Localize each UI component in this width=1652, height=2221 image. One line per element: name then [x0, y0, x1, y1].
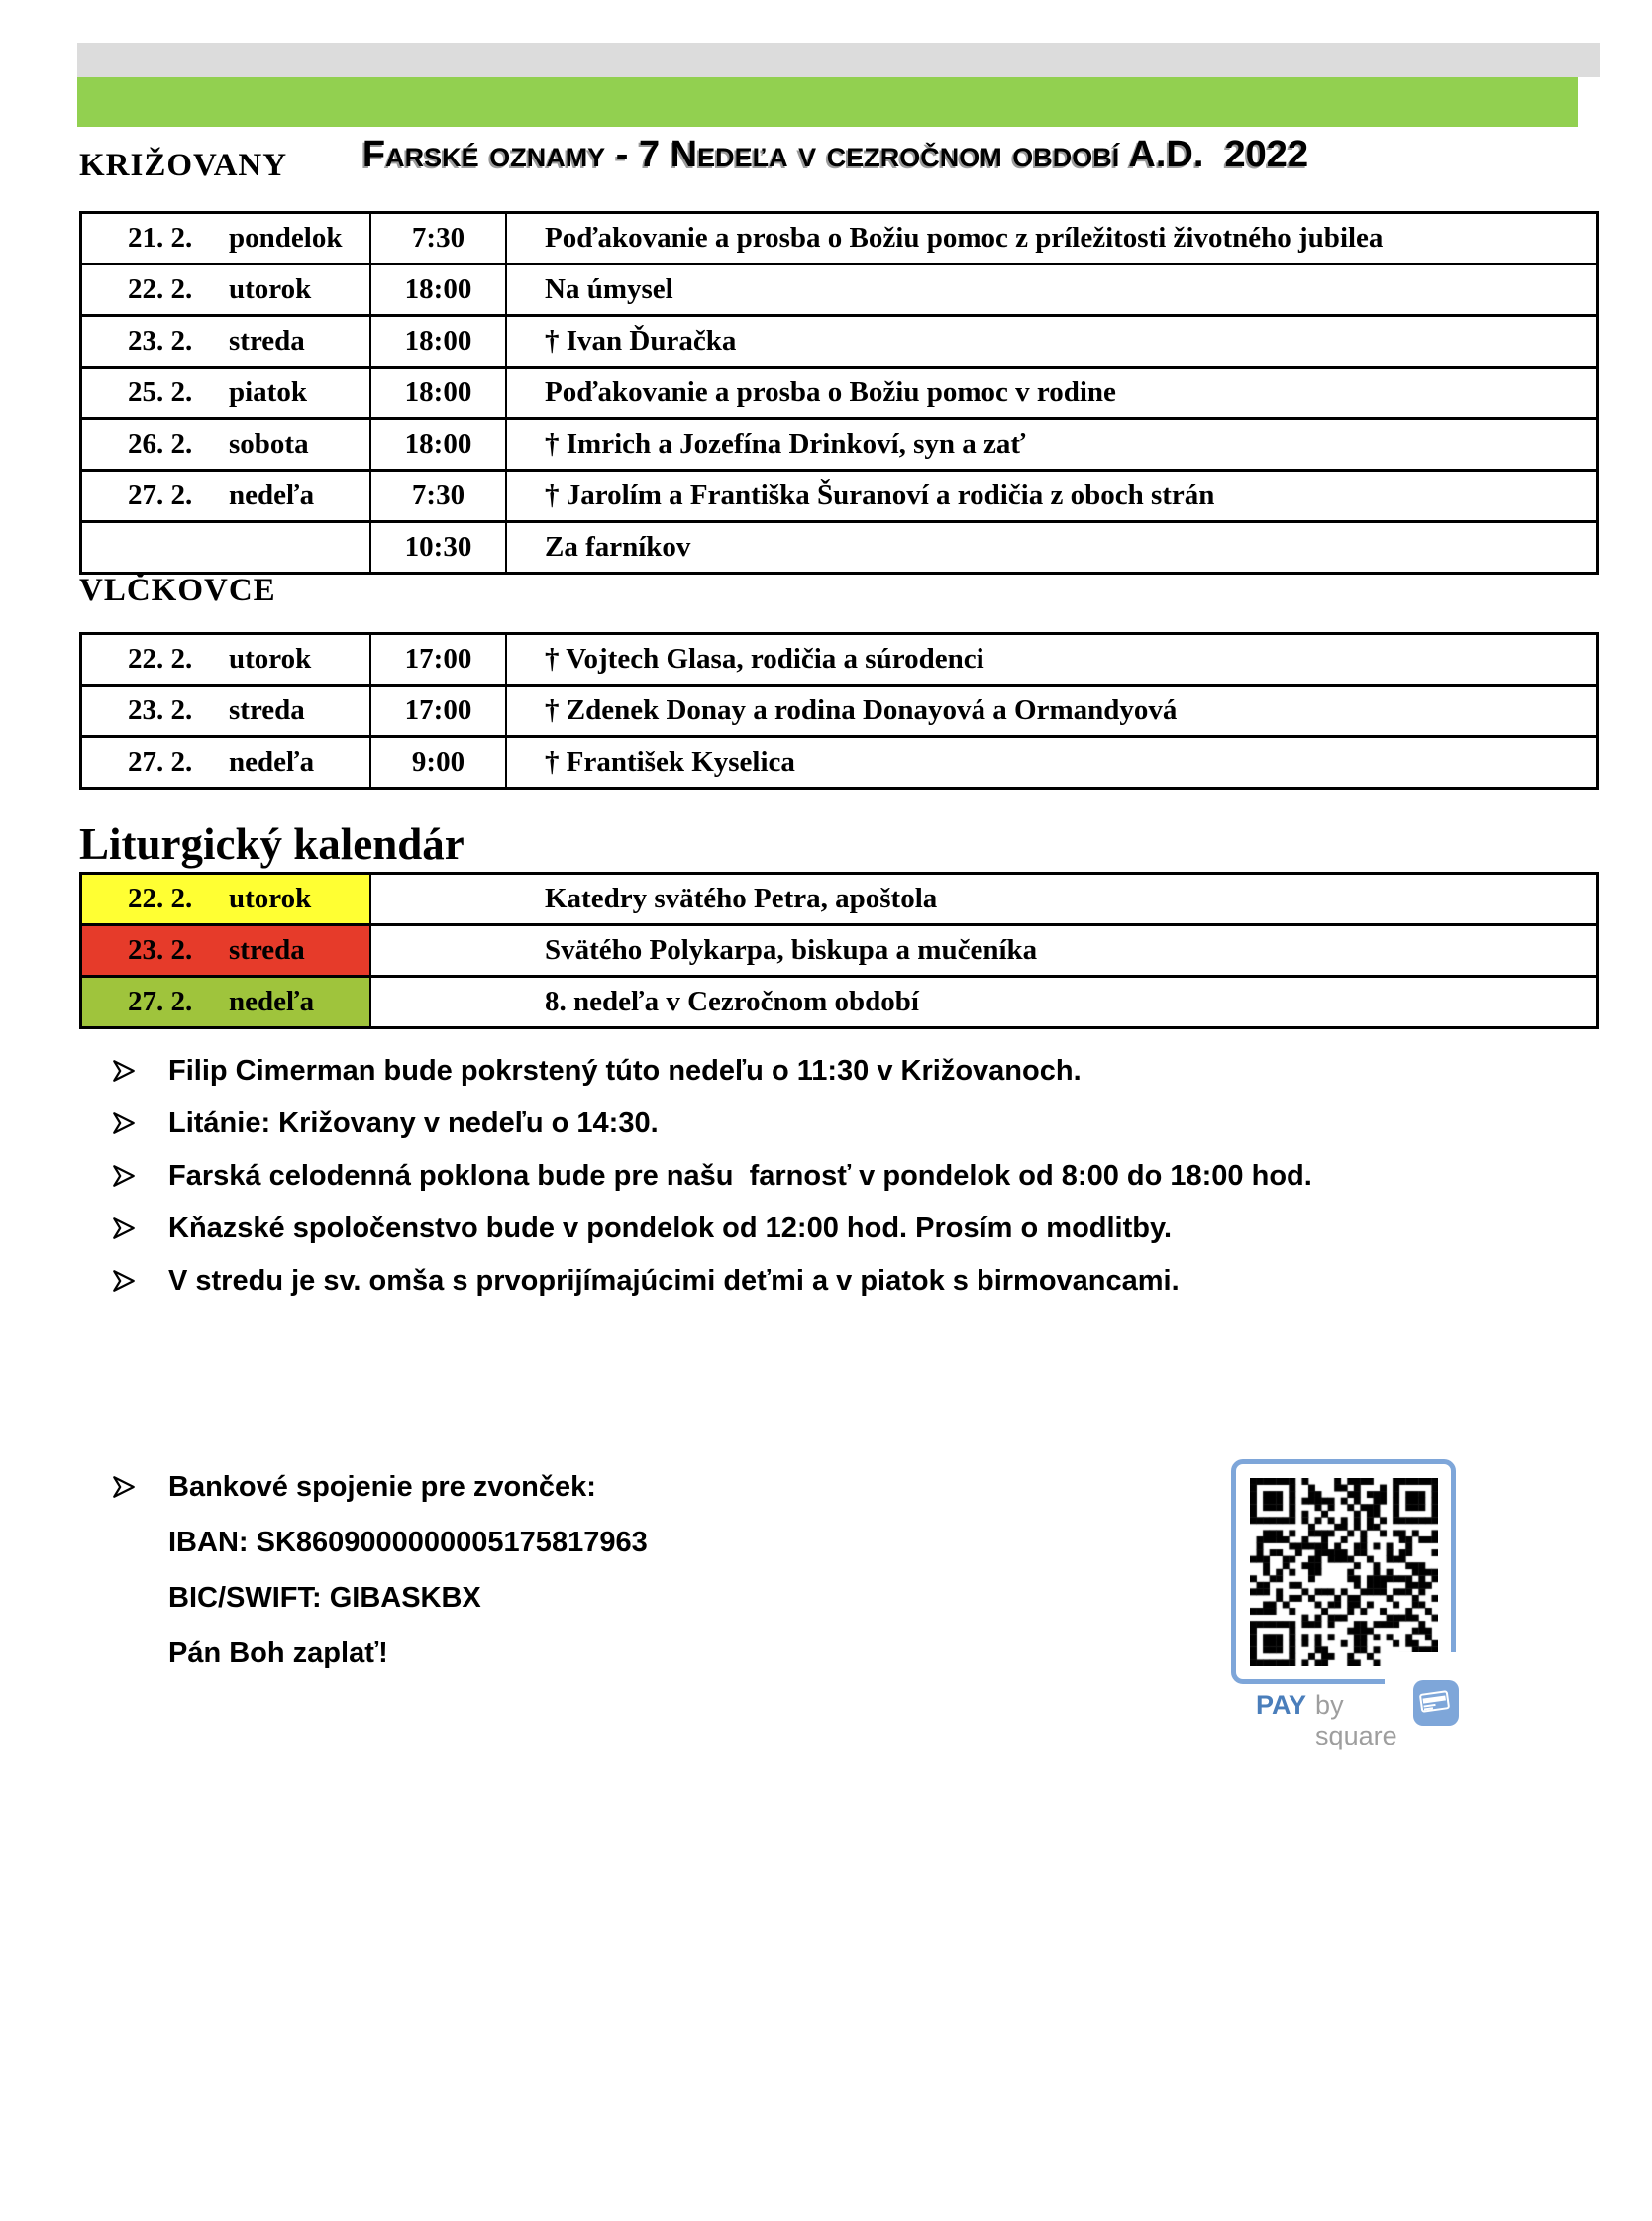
row-day: piatok	[229, 376, 307, 408]
row-day: streda	[229, 325, 305, 357]
row-time: 17:00	[369, 687, 505, 735]
announcements-list	[111, 1056, 1577, 1319]
table-row	[82, 366, 1596, 417]
table-row	[82, 923, 1596, 975]
announcement-text: V stredu je sv. omša s prvoprijímajúcimi deťmi a v piatok s birmovancami.	[168, 1265, 1180, 1297]
section-heading-vlckovce: VLČKOVCE	[79, 573, 276, 608]
table-row	[82, 520, 1596, 572]
row-intention: † Vojtech Glasa, rodičia a súrodenci	[505, 635, 1596, 684]
pay-by-square-label	[1256, 1690, 1414, 1751]
row-time: 18:00	[369, 420, 505, 469]
bic-line: BIC/SWIFT: GIBASKBX	[168, 1582, 481, 1614]
table-row	[82, 975, 1596, 1026]
feast-name: Katedry svätého Petra, apoštola	[369, 875, 1596, 923]
row-time: 18:00	[369, 265, 505, 314]
table-row	[82, 417, 1596, 469]
pay-by-square-badge-icon	[1413, 1680, 1459, 1726]
row-date: 27. 2.	[128, 479, 193, 511]
qr-code	[1250, 1478, 1438, 1666]
row-date: 27. 2.	[128, 746, 193, 778]
arrow-bullet-icon	[111, 1216, 137, 1241]
row-time: 7:30	[369, 472, 505, 520]
table-row	[82, 684, 1596, 735]
row-intention: † Imrich a Jozefína Drinkoví, syn a zať	[505, 420, 1596, 469]
table-row	[82, 635, 1596, 684]
iban-line: IBAN: SK8609000000005175817963	[168, 1527, 648, 1558]
feast-date-cell	[82, 875, 369, 923]
row-intention: Poďakovanie a prosba o Božiu pomoc v rodine	[505, 369, 1596, 417]
table-row	[82, 875, 1596, 923]
list-item	[111, 1161, 1577, 1192]
row-day: streda	[229, 694, 305, 726]
row-time: 9:00	[369, 738, 505, 787]
pay-text: PAY	[1256, 1690, 1307, 1720]
announcement-text: Filip Cimerman bude pokrstený túto nedeľu o 11:30 v Križovanoch.	[168, 1055, 1082, 1087]
table-row	[82, 735, 1596, 787]
table-row	[82, 469, 1596, 520]
arrow-bullet-icon	[111, 1058, 137, 1084]
row-intention: † Jarolím a Františka Šuranoví a rodičia z oboch strán	[505, 472, 1596, 520]
row-intention: † Ivan Ďuračka	[505, 317, 1596, 366]
thanks-line: Pán Boh zaplať!	[168, 1638, 388, 1669]
row-day: streda	[229, 934, 305, 966]
table-row	[82, 263, 1596, 314]
bank-intro-line	[111, 1472, 648, 1503]
feast-date-cell	[82, 978, 369, 1026]
row-intention: Za farníkov	[505, 523, 1596, 572]
row-date: 22. 2.	[128, 643, 193, 675]
row-intention: † Zdenek Donay a rodina Donayová a Ormandyová	[505, 687, 1596, 735]
row-day: utorok	[229, 643, 312, 675]
feast-name: 8. nedeľa v Cezročnom období	[369, 978, 1596, 1026]
row-time: 10:30	[369, 523, 505, 572]
bank-info-block	[111, 1472, 648, 1669]
row-date: 26. 2.	[128, 428, 193, 460]
bulletin-subtitle: Farské oznamy - 7 Nedeľa v cezročnom období A.D. 2022	[361, 134, 1309, 175]
section-heading-liturgical-calendar: Liturgický kalendár	[79, 819, 465, 869]
list-item	[111, 1266, 1577, 1297]
row-day: utorok	[229, 273, 312, 305]
list-item	[111, 1109, 1577, 1139]
mass-table-vlckovce	[79, 632, 1599, 790]
credit-card-icon	[1419, 1690, 1450, 1713]
announcement-text: Kňazské spoločenstvo bude v pondelok od 12:00 hod. Prosím o modlitby.	[168, 1213, 1173, 1244]
header-title-bar	[77, 43, 1600, 77]
row-day: nedeľa	[229, 986, 315, 1017]
row-time: 7:30	[369, 214, 505, 263]
row-time: 18:00	[369, 369, 505, 417]
row-date: 22. 2.	[128, 273, 193, 305]
announcement-text: Farská celodenná poklona bude pre našu farnosť v pondelok od 8:00 do 18:00 hod.	[168, 1160, 1312, 1192]
arrow-bullet-icon	[111, 1474, 137, 1500]
row-date: 23. 2.	[128, 325, 193, 357]
row-day: nedeľa	[229, 479, 315, 511]
feast-date-cell	[82, 926, 369, 975]
by-square-text: by square	[1315, 1690, 1397, 1750]
row-date: 25. 2.	[128, 376, 193, 408]
row-day: utorok	[229, 883, 312, 914]
qr-frame	[1231, 1459, 1456, 1684]
liturgical-calendar-table	[79, 872, 1599, 1029]
section-heading-krizovany: KRIŽOVANY	[79, 148, 288, 183]
row-intention: Na úmysel	[505, 265, 1596, 314]
row-time: 17:00	[369, 635, 505, 684]
feast-name: Svätého Polykarpa, biskupa a mučeníka	[369, 926, 1596, 975]
row-day: pondelok	[229, 222, 343, 254]
row-date: 23. 2.	[128, 934, 193, 966]
row-date: 23. 2.	[128, 694, 193, 726]
row-day: sobota	[229, 428, 309, 460]
row-date: 21. 2.	[128, 222, 193, 254]
arrow-bullet-icon	[111, 1268, 137, 1294]
list-item	[111, 1214, 1577, 1244]
table-row	[82, 214, 1596, 263]
row-date: 27. 2.	[128, 986, 193, 1017]
arrow-bullet-icon	[111, 1110, 137, 1136]
row-day: nedeľa	[229, 746, 315, 778]
mass-table-krizovany	[79, 211, 1599, 575]
table-row	[82, 314, 1596, 366]
row-date: 22. 2.	[128, 883, 193, 914]
row-time: 18:00	[369, 317, 505, 366]
arrow-bullet-icon	[111, 1163, 137, 1189]
announcement-text: Litánie: Križovany v nedeľu o 14:30.	[168, 1108, 659, 1139]
list-item	[111, 1056, 1577, 1087]
row-intention: Poďakovanie a prosba o Božiu pomoc z príležitosti životného jubilea	[505, 214, 1596, 263]
bank-intro-text: Bankové spojenie pre zvonček:	[168, 1471, 596, 1503]
row-intention: † František Kyselica	[505, 738, 1596, 787]
